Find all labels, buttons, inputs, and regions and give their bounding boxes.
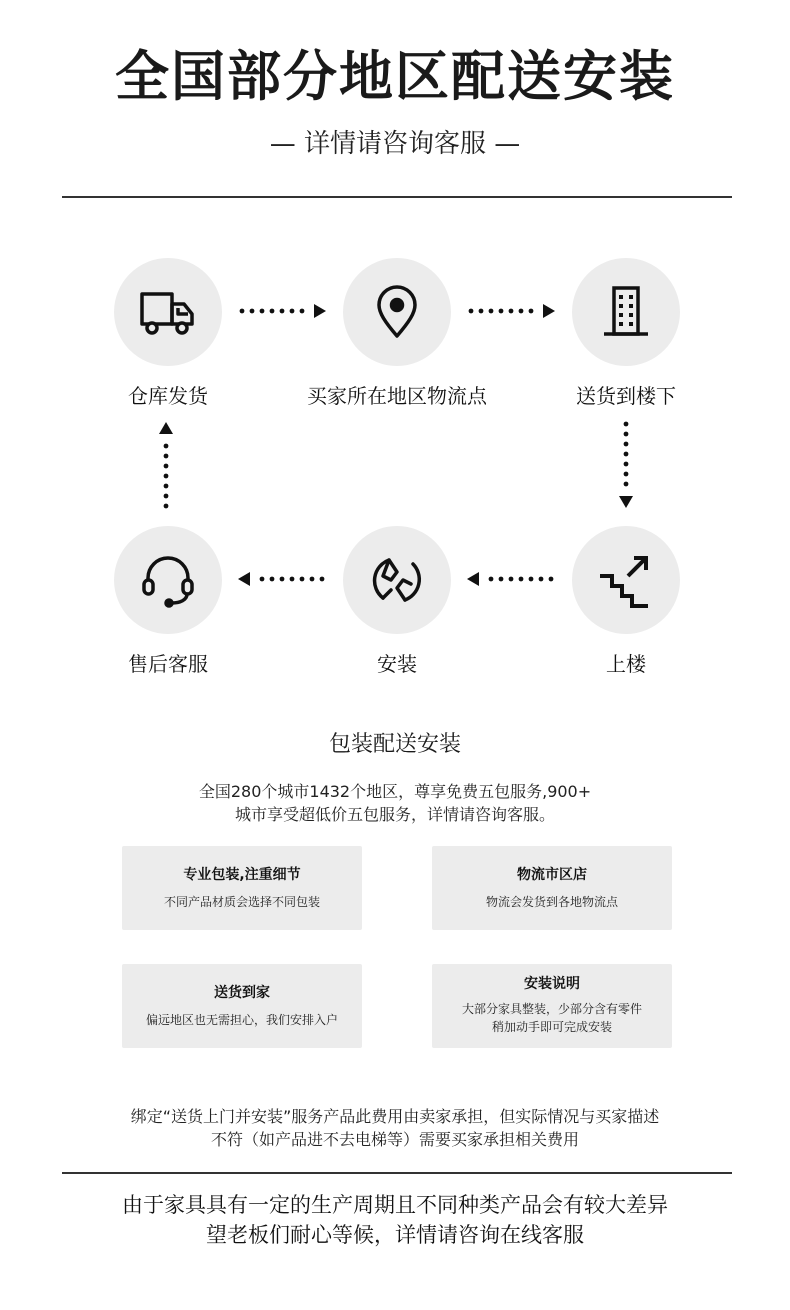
step-install-circle [343, 526, 451, 634]
step-label-logistics: 买家所在地区物流点 [307, 384, 487, 408]
card-desc: 不同产品材质会选择不同包装 [163, 895, 320, 909]
card-title: 物流市区店 [517, 867, 587, 883]
step-label-upstairs: 上楼 [606, 652, 646, 676]
footer-line: 由于家具具有一定的生产周期且不同种类产品会有较大差异 [122, 1193, 668, 1217]
section-title: 包装配送安装 [328, 732, 461, 757]
arrow-left-1 [467, 571, 555, 587]
page-title: 全国部分地区配送安装 [115, 45, 675, 108]
card-logistics [432, 846, 672, 930]
step-label-aftersales: 售后客服 [128, 652, 208, 676]
card-packaging [122, 846, 362, 930]
card-install-notes [432, 964, 672, 1048]
arrow-down [618, 420, 634, 510]
notice-line: 绑定“送货上门并安装”服务产品此费用由卖家承担，但实际情况与买家描述 [130, 1107, 660, 1126]
arrow-right-1 [238, 303, 326, 319]
page-subtitle: — 详情请咨询客服 — [269, 129, 521, 159]
footer-line: 望老板们耐心等候，详情请咨询在线客服 [206, 1223, 584, 1247]
headset-icon [138, 550, 198, 610]
notice-line: 不符（如产品进不去电梯等）需要买家承担相关费用 [210, 1130, 579, 1149]
section-desc-line: 城市享受超低价五包服务，详情请咨询客服。 [234, 805, 555, 824]
step-logistics-circle [343, 258, 451, 366]
arrow-left-2 [238, 571, 326, 587]
step-label-warehouse: 仓库发货 [128, 384, 208, 408]
footer-note [0, 1190, 790, 1250]
step-building-circle [572, 258, 680, 366]
step-aftersales-circle [114, 526, 222, 634]
wrench-icon [367, 550, 427, 610]
card-home-delivery [122, 964, 362, 1048]
stairs-icon [596, 550, 656, 610]
card-title: 送货到家 [214, 985, 270, 1001]
step-label-install: 安装 [377, 652, 417, 676]
arrow-right-2 [467, 303, 555, 319]
section-description [0, 780, 790, 826]
step-warehouse-circle [114, 258, 222, 366]
arrow-up [158, 420, 174, 510]
divider-bottom [62, 1172, 732, 1174]
card-title: 安装说明 [524, 976, 580, 992]
card-desc: 稍加动手即可完成安装 [491, 1020, 612, 1034]
cost-notice [0, 1105, 790, 1151]
step-label-building: 送货到楼下 [576, 384, 676, 408]
card-desc: 大部分家具整装，少部分含有零件 [461, 1002, 642, 1016]
step-upstairs-circle [572, 526, 680, 634]
card-desc: 偏远地区也无需担心，我们安排入户 [145, 1013, 338, 1027]
location-pin-icon [367, 282, 427, 342]
section-desc-line: 全国280个城市1432个地区，尊享免费五包服务,900+ [198, 782, 592, 801]
card-title: 专业包装,注重细节 [183, 867, 301, 883]
truck-icon [138, 282, 198, 342]
divider-top [62, 196, 732, 198]
card-desc: 物流会发货到各地物流点 [485, 895, 618, 909]
building-icon [596, 282, 656, 342]
